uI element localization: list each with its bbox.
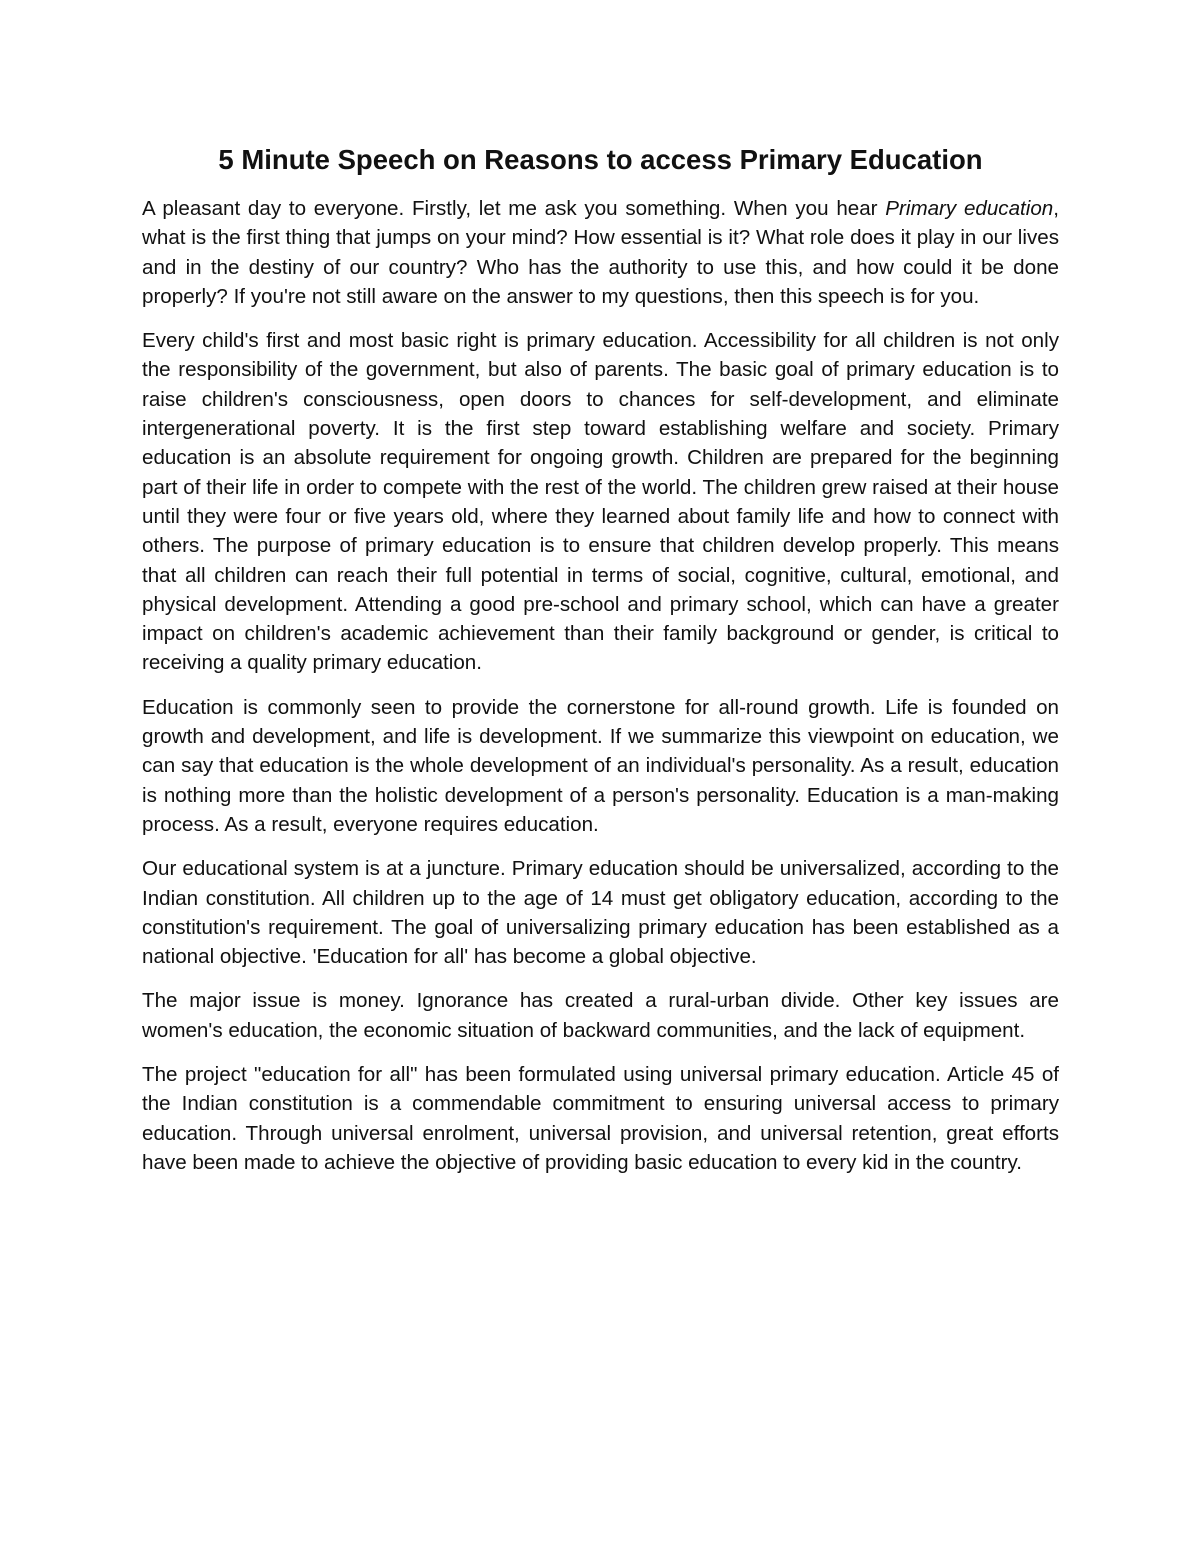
paragraph-intro [142,194,1059,311]
paragraph-intro-text-end: , what is the first thing that jumps on your mind? How essential is it? What role does it play in our lives and in the destiny of our country? Who has the authority to use this, and how could it be done properly? If you're not still aware on the answer to my questions, then this speech is for you. [142,197,1059,308]
paragraph-educational-system: Our educational system is at a juncture. Primary education should be universalized, according to the Indian constitution. All children up to the age of 14 must get obligatory education, according to the constitution's requirement. The goal of universalizing primary education has been established as a national objective. 'Education for all' has become a global objective. [142,857,1059,969]
document-title: 5 Minute Speech on Reasons to access Primary Education [218,144,983,175]
paragraph-major-issue: The major issue is money. Ignorance has created a rural-urban divide. Other key issues are women's education, the economic situation of backward communities, and the lack of equipment. [142,989,1059,1042]
paragraph-primary-right: Every child's first and most basic right is primary education. Accessibility for all children is not only the responsibility of the government, but also of parents. The basic goal of primary education is to raise children's consciousness, open doors to chances for self-development, and eliminate intergenerational poverty. It is the first step toward establishing welfare and society. Primary education is an absolute requirement for ongoing growth. Children are prepared for the beginning part of their life in order to compete with the rest of the world. The children grew raised at their house until they were four or five years old, where they learned about family life and how to connect with others. The purpose of primary education is to ensure that children develop properly. This means that all children can reach their full potential in terms of social, cognitive, cultural, emotional, and physical development. Attending a good pre-school and primary school, which can have a greater impact on children's academic achievement than their family background or gender, is critical to receiving a quality primary education. [142,329,1059,675]
paragraph-intro-text-start: A pleasant day to everyone. Firstly, let me ask you something. When you hear [142,197,886,220]
paragraph-growth: Education is commonly seen to provide the cornerstone for all-round growth. Life is founded on growth and development, and life is development. If we summarize this viewpoint on education, we can say that education is the whole development of an individual's personality. As a result, education is nothing more than the holistic development of a person's personality. Education is a man-making process. As a result, everyone requires education. [142,695,1059,836]
paragraph-intro-italic-term: Primary education [885,197,1054,220]
paragraph-education-for-all: The project "education for all" has been formulated using universal primary education. Article 45 of the Indian constitution is a commendable commitment to ensuring universal access to primary education. Through universal enrolment, universal provision, and universal retention, great efforts have been made to achieve the objective of providing basic education to every kid in the country. [142,1063,1059,1174]
